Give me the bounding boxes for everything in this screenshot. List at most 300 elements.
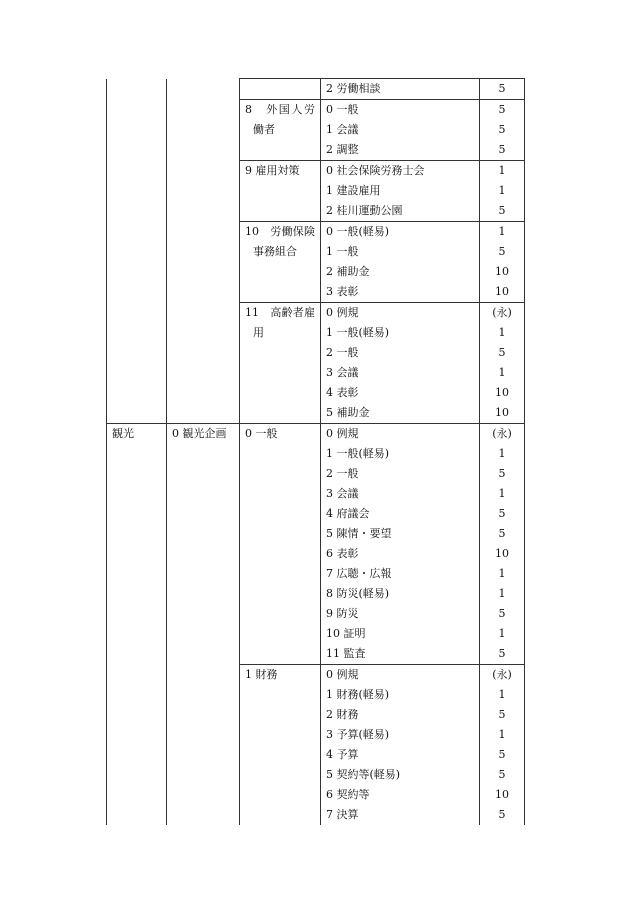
section-cell (167, 323, 240, 343)
subsection-cell (240, 424, 321, 445)
item-cell (321, 725, 480, 745)
category-cell (107, 544, 167, 564)
item-label: 10 証明 (326, 627, 366, 640)
item-label: 0 一般(軽易) (326, 225, 390, 238)
section-label (167, 805, 239, 825)
subsection-label (240, 544, 320, 564)
section-cell (167, 685, 240, 705)
section-cell (167, 604, 240, 624)
subsection-cell (240, 303, 321, 324)
category-cell (107, 444, 167, 464)
item-cell (321, 685, 480, 705)
item-cell (321, 705, 480, 725)
subsection-cell (240, 242, 321, 262)
table-row (107, 745, 525, 765)
retention-years: 1 (498, 366, 506, 379)
retention-years-cell (480, 604, 525, 624)
retention-years: 1 (498, 487, 506, 500)
subsection-label (240, 282, 320, 302)
item-label: 4 表彰 (326, 386, 359, 399)
category-label (107, 303, 166, 323)
subsection-cell (240, 100, 321, 121)
table-row (107, 242, 525, 262)
item-label: 3 会議 (326, 487, 359, 500)
subsection-label (240, 363, 320, 383)
table-row (107, 544, 525, 564)
section-cell (167, 79, 240, 100)
category-cell (107, 765, 167, 785)
retention-years-cell (480, 403, 525, 424)
section-label (167, 363, 239, 383)
category-cell (107, 383, 167, 403)
section-cell (167, 161, 240, 182)
item-label: 0 例規 (326, 427, 359, 440)
category-label (107, 343, 166, 363)
section-label (167, 242, 239, 262)
section-label (167, 282, 239, 302)
section-label (167, 464, 239, 484)
category-cell (107, 424, 167, 445)
category-cell (107, 745, 167, 765)
section-cell (167, 120, 240, 140)
category-label (107, 584, 166, 604)
table-row (107, 323, 525, 343)
item-label: 3 予算(軽易) (326, 728, 390, 741)
category-label (107, 282, 166, 302)
subsection-cell (240, 282, 321, 303)
section-cell (167, 504, 240, 524)
subsection-label (240, 140, 320, 160)
section-label (167, 544, 239, 564)
category-cell (107, 584, 167, 604)
category-cell (107, 100, 167, 121)
item-label: 1 財務(軽易) (326, 688, 390, 701)
item-cell (321, 564, 480, 584)
section-label (167, 79, 239, 99)
section-label (167, 120, 239, 140)
category-cell (107, 685, 167, 705)
category-label (107, 140, 166, 160)
retention-years: 10 (495, 406, 509, 419)
category-cell (107, 725, 167, 745)
category-label (107, 323, 166, 343)
subsection-label (240, 705, 320, 725)
category-label (107, 201, 166, 221)
subsection-label (240, 383, 320, 403)
category-cell (107, 343, 167, 363)
retention-years: 5 (498, 245, 506, 258)
section-cell (167, 403, 240, 424)
retention-years: (永) (492, 306, 512, 319)
section-label (167, 604, 239, 624)
section-label (167, 745, 239, 765)
retention-years-cell (480, 765, 525, 785)
item-label: 2 調整 (326, 143, 359, 156)
subsection-cell (240, 685, 321, 705)
subsection-cell (240, 805, 321, 825)
item-label: 2 財務 (326, 708, 359, 721)
retention-years-cell (480, 100, 525, 121)
item-cell (321, 665, 480, 686)
category-cell (107, 181, 167, 201)
retention-schedule-table (106, 78, 525, 825)
item-cell (321, 403, 480, 424)
subsection-cell (240, 665, 321, 686)
retention-years: 10 (495, 386, 509, 399)
retention-years: 5 (498, 647, 506, 660)
section-cell (167, 484, 240, 504)
subsection-cell (240, 262, 321, 282)
subsection-label-cont: 用 (253, 326, 264, 339)
table-row (107, 181, 525, 201)
category-cell (107, 705, 167, 725)
retention-years-cell (480, 79, 525, 100)
category-cell (107, 79, 167, 100)
section-label (167, 665, 239, 685)
retention-years: 1 (498, 688, 506, 701)
item-cell (321, 363, 480, 383)
subsection-label (240, 805, 320, 825)
retention-years-cell (480, 644, 525, 665)
item-cell (321, 303, 480, 324)
section-cell (167, 564, 240, 584)
retention-years-cell (480, 504, 525, 524)
item-cell (321, 624, 480, 644)
section-label (167, 504, 239, 524)
item-cell (321, 100, 480, 121)
subsection-cell (240, 785, 321, 805)
subsection-label-cont: 働者 (253, 123, 275, 136)
category-label (107, 604, 166, 624)
retention-years-cell (480, 383, 525, 403)
retention-years-cell (480, 363, 525, 383)
subsection-label (240, 504, 320, 524)
table-row (107, 805, 525, 825)
retention-years-cell (480, 785, 525, 805)
category-cell (107, 665, 167, 686)
subsection-cell (240, 444, 321, 464)
subsection-label (240, 624, 320, 644)
subsection-cell (240, 201, 321, 222)
subsection-cell (240, 120, 321, 140)
section-label (167, 140, 239, 160)
subsection-label (240, 201, 320, 221)
retention-years-cell (480, 725, 525, 745)
section-label (167, 201, 239, 221)
item-cell (321, 524, 480, 544)
retention-years-cell (480, 685, 525, 705)
subsection-label (240, 343, 320, 363)
item-cell (321, 140, 480, 161)
table-row (107, 705, 525, 725)
retention-years: 5 (498, 103, 506, 116)
retention-years-cell (480, 444, 525, 464)
retention-years: 5 (498, 748, 506, 761)
section-cell (167, 544, 240, 564)
category-label (107, 725, 166, 745)
category-cell (107, 604, 167, 624)
subsection-cell (240, 644, 321, 665)
category-cell (107, 120, 167, 140)
retention-years: 1 (498, 627, 506, 640)
item-cell (321, 544, 480, 564)
subsection-cell (240, 181, 321, 201)
category-cell (107, 303, 167, 324)
subsection-cell (240, 383, 321, 403)
retention-years-cell (480, 665, 525, 686)
section-cell (167, 644, 240, 665)
item-label: 7 広聴・広報 (326, 567, 392, 580)
retention-years: 1 (498, 728, 506, 741)
item-cell (321, 262, 480, 282)
category-label (107, 100, 166, 120)
subsection-cell (240, 504, 321, 524)
item-cell (321, 343, 480, 363)
subsection-label-cont: 事務組合 (253, 245, 297, 258)
subsection-label (240, 785, 320, 805)
retention-years: (永) (492, 427, 512, 440)
table-row (107, 624, 525, 644)
retention-years-cell (480, 181, 525, 201)
section-label (167, 685, 239, 705)
retention-years: 5 (498, 808, 506, 821)
category-label (107, 504, 166, 524)
item-label: 0 社会保険労務士会 (326, 164, 425, 177)
retention-years: 1 (498, 184, 506, 197)
category-cell (107, 644, 167, 665)
section-label (167, 705, 239, 725)
subsection-label (240, 725, 320, 745)
table-row (107, 161, 525, 182)
item-label: 2 桂川運動公園 (326, 204, 403, 217)
item-label: 2 一般 (326, 346, 359, 359)
table-row (107, 564, 525, 584)
retention-years: 5 (498, 346, 506, 359)
item-label: 1 一般 (326, 245, 359, 258)
category-label (107, 805, 166, 825)
item-cell (321, 484, 480, 504)
section-cell (167, 765, 240, 785)
retention-years: 10 (495, 788, 509, 801)
category-label (107, 624, 166, 644)
item-cell (321, 504, 480, 524)
item-label: 3 表彰 (326, 285, 359, 298)
item-label: 2 一般 (326, 467, 359, 480)
retention-years: 10 (495, 547, 509, 560)
retention-years: 10 (495, 265, 509, 278)
category-cell (107, 161, 167, 182)
section-cell (167, 201, 240, 222)
item-cell (321, 805, 480, 825)
category-label (107, 524, 166, 544)
retention-years-cell (480, 282, 525, 303)
retention-years: 1 (498, 164, 506, 177)
retention-years: 5 (498, 607, 506, 620)
retention-years-cell (480, 564, 525, 584)
retention-years: 5 (498, 527, 506, 540)
subsection-cell (240, 544, 321, 564)
retention-years: 5 (498, 768, 506, 781)
table-row (107, 100, 525, 121)
section-label (167, 444, 239, 464)
section-cell (167, 222, 240, 243)
table-row (107, 444, 525, 464)
item-label: 4 府議会 (326, 507, 370, 520)
retention-years-cell (480, 140, 525, 161)
section-label (167, 564, 239, 584)
subsection-label (240, 524, 320, 544)
section-label (167, 100, 239, 120)
category-cell (107, 323, 167, 343)
section-cell (167, 100, 240, 121)
item-cell (321, 584, 480, 604)
subsection-cell (240, 140, 321, 161)
table-row (107, 584, 525, 604)
category-cell (107, 403, 167, 424)
subsection-cell (240, 79, 321, 100)
category-label (107, 403, 166, 423)
table-row (107, 464, 525, 484)
table-row (107, 604, 525, 624)
retention-years-cell (480, 262, 525, 282)
section-cell (167, 624, 240, 644)
item-cell (321, 161, 480, 182)
subsection-cell (240, 343, 321, 363)
subsection-label (240, 745, 320, 765)
category-label (107, 745, 166, 765)
subsection-label: 0 一般 (245, 427, 278, 440)
section-label (167, 303, 239, 323)
subsection-cell (240, 323, 321, 343)
item-cell (321, 282, 480, 303)
section-cell (167, 665, 240, 686)
item-cell (321, 383, 480, 403)
retention-years-cell (480, 201, 525, 222)
table-row (107, 504, 525, 524)
category-label (107, 464, 166, 484)
section-label (167, 765, 239, 785)
subsection-label: 9 雇用対策 (245, 164, 300, 177)
table-row (107, 424, 525, 445)
item-label: 7 決算 (326, 808, 359, 821)
item-label: 2 労働相談 (326, 82, 381, 95)
retention-years-cell (480, 242, 525, 262)
item-cell (321, 444, 480, 464)
retention-years: 1 (498, 225, 506, 238)
table-row (107, 403, 525, 424)
item-label: 6 表彰 (326, 547, 359, 560)
section-label (167, 383, 239, 403)
subsection-label: 8 外国人労 (245, 103, 315, 116)
document-page (106, 78, 524, 825)
retention-years-cell (480, 524, 525, 544)
section-cell (167, 363, 240, 383)
category-cell (107, 242, 167, 262)
subsection-label (240, 604, 320, 624)
item-label: 0 例規 (326, 306, 359, 319)
retention-years-cell (480, 745, 525, 765)
category-cell (107, 624, 167, 644)
retention-years: 10 (495, 285, 509, 298)
item-cell (321, 201, 480, 222)
section-cell (167, 262, 240, 282)
item-cell (321, 604, 480, 624)
table-row (107, 685, 525, 705)
category-label (107, 383, 166, 403)
item-label: 9 防災 (326, 607, 359, 620)
subsection-label (240, 584, 320, 604)
section-cell (167, 242, 240, 262)
category-cell (107, 504, 167, 524)
subsection-label (240, 464, 320, 484)
section-cell (167, 524, 240, 544)
retention-years-cell (480, 584, 525, 604)
item-label: 3 会議 (326, 366, 359, 379)
table-row (107, 363, 525, 383)
retention-years-cell (480, 805, 525, 825)
category-cell (107, 282, 167, 303)
retention-years-cell (480, 424, 525, 445)
category-label (107, 222, 166, 242)
subsection-cell (240, 464, 321, 484)
subsection-cell (240, 584, 321, 604)
category-label (107, 644, 166, 664)
retention-years: 5 (498, 123, 506, 136)
item-cell (321, 242, 480, 262)
retention-years: 5 (498, 507, 506, 520)
subsection-cell (240, 524, 321, 544)
section-cell (167, 725, 240, 745)
category-label (107, 544, 166, 564)
category-label (107, 181, 166, 201)
subsection-cell (240, 564, 321, 584)
retention-years: 1 (498, 587, 506, 600)
item-label: 1 会議 (326, 123, 359, 136)
item-cell (321, 785, 480, 805)
category-label (107, 363, 166, 383)
category-cell (107, 484, 167, 504)
section-label (167, 524, 239, 544)
subsection-label (240, 765, 320, 785)
item-label: 8 防災(軽易) (326, 587, 390, 600)
category-label (107, 705, 166, 725)
subsection-cell (240, 725, 321, 745)
subsection-label: 11 高齢者雇 (245, 306, 315, 319)
category-cell (107, 222, 167, 243)
category-label (107, 685, 166, 705)
category-cell (107, 564, 167, 584)
subsection-cell (240, 765, 321, 785)
section-cell (167, 282, 240, 303)
retention-years-cell (480, 705, 525, 725)
table-row (107, 383, 525, 403)
category-label (107, 262, 166, 282)
section-label (167, 323, 239, 343)
table-row (107, 140, 525, 161)
subsection-label (240, 79, 320, 99)
category-cell (107, 140, 167, 161)
table-row (107, 262, 525, 282)
retention-years-cell (480, 323, 525, 343)
table-row (107, 665, 525, 686)
table-row (107, 282, 525, 303)
category-label (107, 161, 166, 181)
item-label: 2 補助金 (326, 265, 370, 278)
table-row (107, 765, 525, 785)
item-cell (321, 181, 480, 201)
section-cell (167, 745, 240, 765)
retention-years-cell (480, 161, 525, 182)
